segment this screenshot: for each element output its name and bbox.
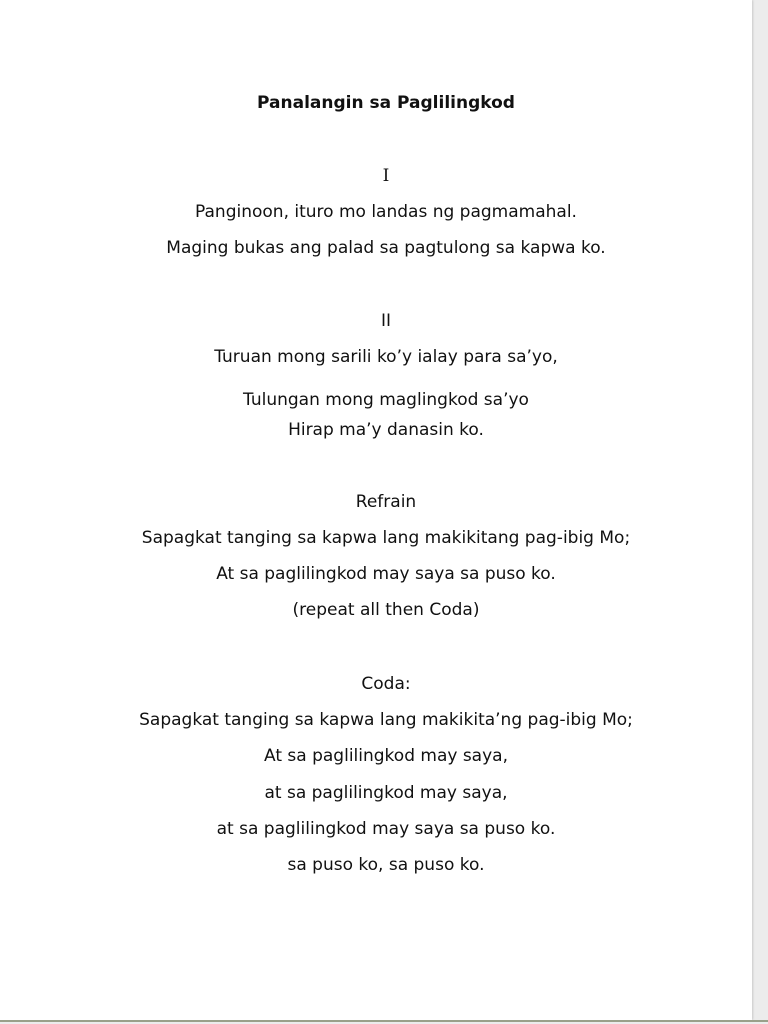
verse-2-line-1: Turuan mong sarili ko’y ialay para sa’yo,: [214, 347, 558, 367]
coda-line-2: At sa paglilingkod may saya,: [264, 746, 508, 766]
verse-1-line-2: Maging bukas ang palad sa pagtulong sa kapwa ko.: [166, 238, 606, 258]
coda-line-1: Sapagkat tanging sa kapwa lang makikita’ng pag-ibig Mo;: [139, 710, 633, 730]
refrain-line-1: Sapagkat tanging sa kapwa lang makikitang pag-ibig Mo;: [141, 528, 631, 548]
coda-line-3: at sa paglilingkod may saya,: [264, 783, 508, 803]
coda-line-5: sa puso ko, sa puso ko.: [287, 855, 485, 875]
verse-1-line-1: Panginoon, ituro mo landas ng pagmamahal.: [195, 202, 577, 222]
verse-1-label: I: [382, 166, 390, 186]
refrain-instruction: (repeat all then Coda): [292, 600, 480, 620]
refrain-label: Refrain: [355, 492, 417, 512]
song-title: Panalangin sa Paglilingkod: [257, 93, 515, 113]
bottom-divider: [0, 1020, 768, 1022]
coda-line-4: at sa paglilingkod may saya sa puso ko.: [216, 819, 556, 839]
verse-2-line-3: Hirap ma’y danasin ko.: [288, 420, 484, 440]
verse-2-line-2: Tulungan mong maglingkod sa’yo: [243, 390, 529, 410]
refrain-line-2: At sa paglilingkod may saya sa puso ko.: [216, 564, 556, 584]
coda-label: Coda:: [361, 674, 411, 694]
verse-2-label: II: [380, 311, 392, 331]
